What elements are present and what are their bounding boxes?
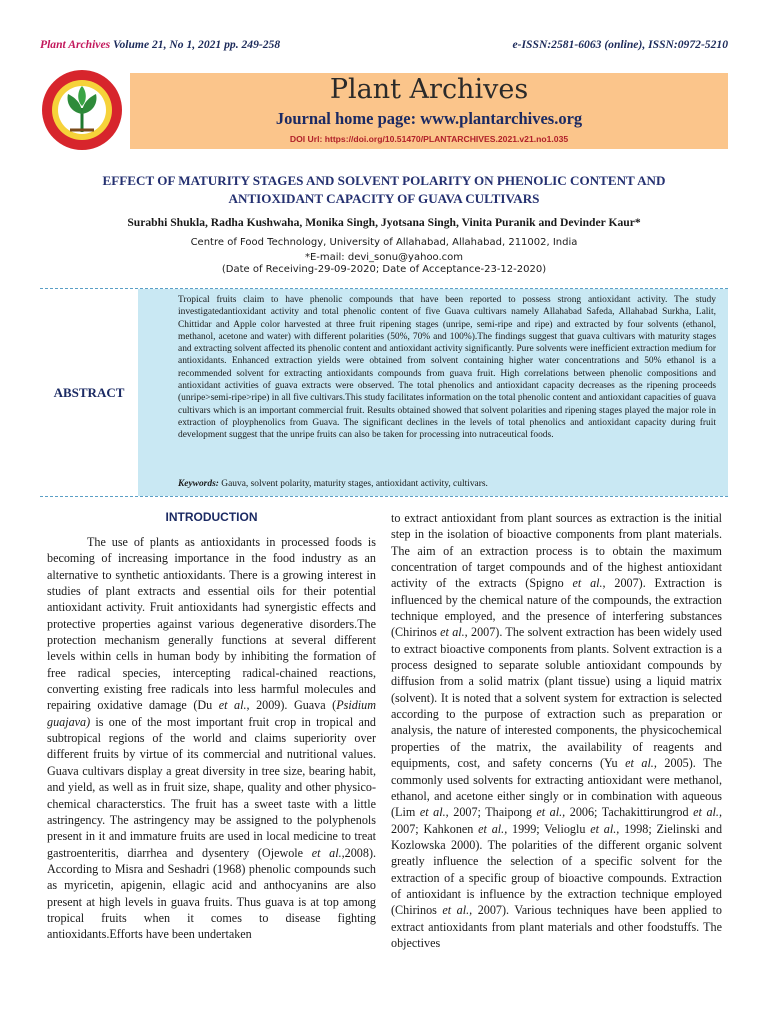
affiliation-block	[40, 235, 728, 265]
keywords-label: Keywords:	[178, 479, 219, 489]
keywords-list: Gauva, solvent polarity, maturity stages, antioxidant activity, cultivars.	[218, 479, 488, 489]
authors: Surabhi Shukla, Radha Kushwaha, Monika Singh, Jyotsana Singh, Vinita Puranik and Devinder Kaur*	[127, 216, 641, 229]
plant-archives-logo-icon	[40, 68, 124, 152]
keywords	[178, 479, 716, 489]
affiliation: Centre of Food Technology, University of Allahabad, Allahabad, 211002, India	[190, 237, 578, 248]
paper-title	[60, 172, 708, 208]
doi-link[interactable]: DOI Url: https://doi.org/10.51470/PLANTARCHIVES.2021.v21.no1.035	[289, 134, 569, 144]
submission-dates: (Date of Receiving-29-09-2020; Date of Acceptance-23-12-2020)	[221, 264, 547, 275]
abstract-box	[40, 288, 728, 497]
journal-banner	[40, 60, 728, 156]
journal-header-line	[40, 38, 728, 51]
banner-title: Plant Archives	[329, 74, 529, 105]
abstract-label: ABSTRACT	[40, 289, 138, 496]
banner-band	[130, 73, 728, 149]
body-column-left	[47, 534, 376, 943]
abstract-body	[138, 289, 728, 496]
paragraph: The use of plants as antioxidants in processed foods is becoming of increasing importance in the food industry as an alternative to synthetic antioxidants. There is a growing interest in studies of plant extracts and essential oils for their potential antioxidant activity. Fruit antioxidants had synergistic effects and protective properties against various degenerative disorders.The protection mechanism generally functions at several different levels within cells in human body by inhibiting the formation of free radical species, intercepting radical-chained reactions, converting existing free radicals into less harmful molecules and repairing oxidative damage (Du et al., 2009). Guava (Psidium guajava) is one of the most important fruit crop in tropical and subtropical regions of the world and claims superiority over different fruits by virtue of its commercial and nutritional values. Guava cultivars display a great diversity in tree size, bearing habit, and yield, as well as in fruit size, shape, quality and other physico-chemical characterstics. The fruit has a sweet taste with a little astringency. The astringency may be assigned to the polyphenols present in it and immature fruits are used in local medicine to treat gastroenteritis, diarrhea and dysentery (Ojewole et al.,2008). According to Misra and Seshadri (1968) phenolic compounds such as myricetin, apigenin, ellagic acid and anthocyanins are also present at high levels in guava fruits. Thus guava is at top among tropical fruits when it comes to disease fighting antioxidants.Efforts have been undertaken	[47, 535, 377, 942]
paper-title-line-2: ANTIOXIDANT CAPACITY OF GUAVA CULTIVARS	[228, 191, 540, 206]
journal-name: Plant Archives	[40, 38, 111, 51]
author-email[interactable]: *E-mail: devi_sonu@yahoo.com	[304, 252, 464, 263]
journal-homepage[interactable]: Journal home page: www.plantarchives.org	[275, 109, 583, 128]
abstract-text: Tropical fruits claim to have phenolic compounds that have been reported to possess strong antioxidant activity. The study investigatedantioxidant activity and total phenolic content of five Guava cultivars namely Allahabad Safeda, Allahabad Surkha, Lalit, Chittidar and Apple color harvested at three fruit ripening stages (unripe, semi-ripe and ripe) and extracted by four solvents (ethanol, methanol, acetone and water) with different polarities (50%, 70% and 100%).The findings suggest that guava cultivars with maturity stages and extracting solvent affected its phenolic content and antioxidant activity significantly. Pure solvents were inefficient extraction medium for antioxidants. Enhanced extraction yields were obtained from solvent containing higher water concentrations and 50% ethanol is a recommended solvent for extracting antioxidants compounds from guava fruit. High correlations between phenolic compositions and antioxidant activities of guava extracts were observed. The total phenolics and antioxidant capacity decreases as the ripening proceeds (unripe>semi-ripe>ripe) in all five cultivars.This study facilitates information on the total phenolic content and antioxidant capacities of guava cultivars which is an important commercial fruit. Results obtained showed that solvent polarities and ripening stages played the major role in extraction of ployphenolics from Guava. The significant declines in the levels of total phenolics and antioxidant capacity during fruit development suggest that the unripe fruits can also be taken for processing into nutraceutical foods.	[178, 295, 716, 441]
paper-title-line-1: EFFECT OF MATURITY STAGES AND SOLVENT POLARITY ON PHENOLIC CONTENT AND	[102, 173, 666, 188]
paragraph: to extract antioxidant from plant sources as extraction is the initial step in the isolation of bioactive components from plant materials. The aim of an extraction process is to obtain the maximum concentration of target compounds and of the highest antioxidant activity of the extracts (Spigno et al., 2007). Extraction is influenced by the chemical nature of the compounds, the extraction technique employed, and the presence of interfering substances (Chirinos et al., 2007). The solvent extraction has been widely used to extract bioactive components from plants. Solvent extraction is a process designed to separate soluble antioxidant compounds by diffusion from a solid matrix (plant tissue) using a liquid matrix (solvent). It is noted that a solvent system for extraction is selected according to the purpose of extraction such as preparation or analysis, the nature of interested components, the physicochemical properties of the matrix, the availability of reagents and equipments, cost, and safety concerns (Yu et al., 2005). The commonly used solvents for extracting antioxidant were methanol, ethanol, and acetone either singly or in combination with aqueous (Lim et al., 2007; Thaipong et al., 2006; Tachakittirungrod et al., 2007; Kahkonen et al., 1999; Velioglu et al., 1998; Zielinski and Kozlowska 2000). The polarities of the different organic solvent greatly influence the selection of a specific solvent for the extraction of a specific group of bioactive compounds. Extraction of antioxidant is influence by the extraction technique employed (Chirinos et al., 2007). Various techniques have been applied to extract antioxidants from plant materials and other foodstuffs. The objectives	[391, 511, 723, 950]
body-column-right	[391, 510, 722, 951]
section-heading-introduction: INTRODUCTION	[165, 510, 258, 524]
issn: e-ISSN:2581-6063 (online), ISSN:0972-5210	[512, 38, 728, 51]
volume-info: Volume 21, No 1, 2021 pp. 249-258	[110, 38, 281, 51]
